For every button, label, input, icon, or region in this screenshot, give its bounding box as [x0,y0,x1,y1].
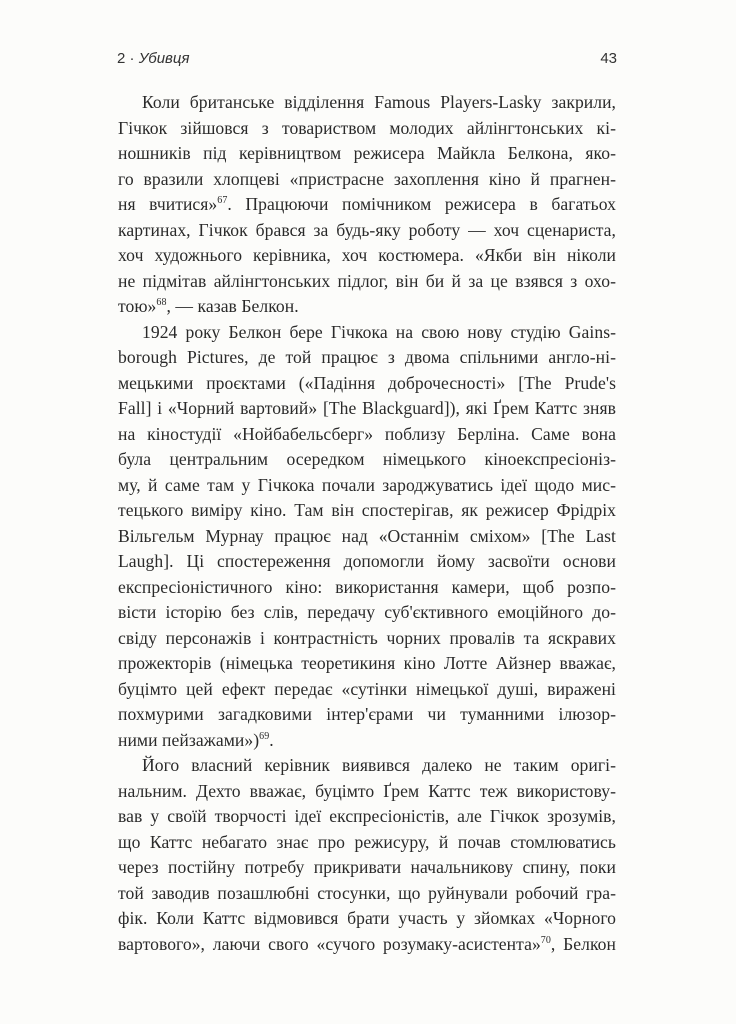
line-text: картинах, Гічкок брався за будь-яку роботу — хоч сценариста, [118,219,616,240]
text-line [118,422,616,448]
text-line [118,728,616,754]
line-text: тецького виміру кіно. Там він спостерігав, як режисер Фрідріх [118,500,616,520]
line-text: го вразили хлопцеві «пристрасне захоплення кіно й прагнен- [118,168,616,189]
line-text: Коли британське відділення Famous Players-Lasky закрили, [142,92,616,112]
text-line [118,396,616,422]
footnote-ref[interactable]: 70 [540,934,551,946]
text-line [118,498,616,524]
text-line [118,345,616,371]
line-text: мецькими проєктами («Падіння доброчесності» [The Prude's [118,372,616,393]
line-text: ношників під керівництвом режисера Майкла Белкона, яко- [118,143,616,163]
footnote-ref[interactable]: 68 [156,297,167,308]
line-text: тою» [118,296,157,316]
text-line [118,320,616,346]
text-line [118,804,616,830]
line-text: borough Pictures, де той працює з двома спільними англо-ні- [118,347,616,367]
line-text: на кіностудії «Нойбабельсберг» поблизу Берліна. Саме вона [118,423,616,444]
line-text: Fall] і «Чорний вартовий» [The Blackguard]), які Ґрем Каттс зняв [118,398,616,418]
line-text: той заводив позашлюбні стосунки, що руйнували робочий гра- [118,882,616,903]
text-line [118,473,616,499]
line-text: свіду персонажів і контрастність чорних провалів та яскравих [118,627,616,648]
text-line [118,192,616,218]
text-line [118,243,616,269]
line-text: хоч художнього керівника, хоч костюмера. «Якби він ніколи [118,245,616,265]
text-line [118,575,616,601]
text-line [118,167,616,193]
text-line [118,447,616,473]
line-text: фік. Коли Каттс відмовився брати участь у зйомках «Чорного [118,908,616,928]
text-line [118,141,616,167]
line-text: Вільгельм Мурнау працює над «Останнім сміхом» [The Last [118,525,616,546]
footnote-ref[interactable]: 67 [217,195,228,206]
text-line [118,294,616,320]
text-line [118,600,616,626]
line-text: що Каттс небагато знає про режисуру, й почав стомлюватись [118,831,616,852]
line-text: не підмітав айлінгтонських підлог, він би й за це взявся з охо- [118,270,616,291]
text-line [118,702,616,728]
text-line [118,677,616,703]
text-line [118,753,616,779]
chapter-number: 2 [117,50,126,67]
text-line [118,90,616,116]
line-text-continued: . Працюючи помічником режисера в багатьох [227,194,616,214]
line-text: Гічкок зійшовся з товариством молодих айлінгтонських кі- [118,117,616,138]
chapter-separator: · [125,50,139,67]
footnote-ref[interactable]: 69 [259,730,270,742]
chapter-label [117,50,189,67]
line-text: Laugh]. Ці спостереження допомогли йому засвоїти основи [118,551,616,571]
line-text: ними пейзажами») [118,729,260,750]
text-line [118,779,616,805]
text-line [118,932,616,958]
line-text: вісти історію без слів, передачу суб'єктивного емоційного до- [118,602,616,622]
text-line [118,881,616,907]
line-text: вартового», лаючи свого «сучого розумаку-асистента» [118,933,541,954]
line-text-continued: , Белкон [550,933,616,954]
line-text: Його власний керівник виявився далеко не таким оригі- [142,755,616,775]
line-text: вав у своїй творчості ідеї експресіоністів, але Гічкок зрозумів, [118,806,616,826]
line-text: була центральним осередком німецького кіноекспресіоніз- [118,449,616,469]
body-text [118,90,616,957]
page-number: 43 [600,50,617,67]
text-line [118,906,616,932]
text-line [118,651,616,677]
line-text: нальним. Дехто вважає, буцімто Ґрем Каттс теж використову- [118,780,616,801]
text-line [118,855,616,881]
line-text-continued: . [269,729,274,750]
running-head [117,50,617,72]
text-line [118,524,616,550]
line-text: ня вчитися» [118,194,218,214]
text-line [118,371,616,397]
line-text: буцімто цей ефект передає «сутінки німецької душі, виражені [118,678,616,699]
line-text: через постійну потребу прикривати начальникову спину, поки [118,857,616,877]
chapter-title: Убивця [138,50,190,67]
line-text: му, й саме там у Гічкока почали зароджуватись ідеї щодо мис- [118,474,616,495]
text-line [118,218,616,244]
line-text: експресіоністичного кіно: використання камери, щоб розпо- [118,576,616,597]
text-line [118,116,616,142]
text-line [118,269,616,295]
line-text: похмурими загадковими інтер'єрами чи туманними ілюзор- [118,704,616,724]
text-line [118,626,616,652]
text-line [118,549,616,575]
line-text: 1924 року Белкон бере Гічкока на свою нову студію Gains- [142,321,616,342]
text-line [118,830,616,856]
line-text: прожекторів (німецька теоретикиня кіно Лотте Айзнер вважає, [118,653,616,673]
line-text-continued: , — казав Белкон. [166,296,299,316]
